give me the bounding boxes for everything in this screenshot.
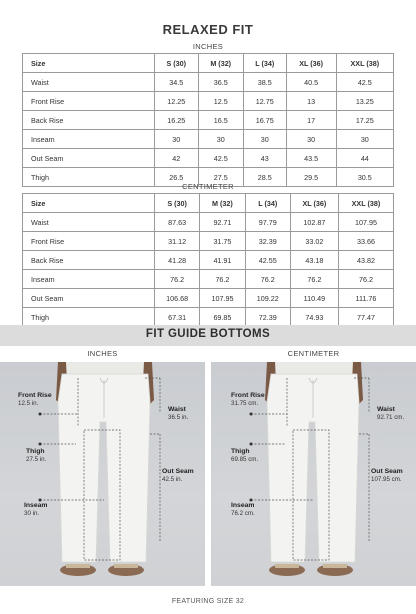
- table-row: [23, 232, 394, 251]
- measurement-value-cell: 41.91: [200, 251, 245, 270]
- guide-inches-label: INCHES: [87, 349, 118, 358]
- table-row: [23, 251, 394, 270]
- measurement-value-cell: 43.18: [290, 251, 338, 270]
- measurement-value-cell: 40.5: [286, 73, 336, 92]
- table-header-row: [23, 54, 394, 73]
- measurement-value-cell: 16.5: [198, 111, 243, 130]
- fit-guide-photo-inches: [0, 362, 205, 586]
- measurement-name-cell: Back Rise: [23, 111, 155, 130]
- measurement-value-cell: 30: [336, 130, 393, 149]
- measurement-value-cell: 74.93: [290, 308, 338, 327]
- table-header-cell: XL (36): [286, 54, 336, 73]
- thigh-label: Thigh: [26, 448, 45, 455]
- inches-label: INCHES: [192, 42, 224, 51]
- measurement-value-cell: 29.5: [286, 168, 336, 187]
- measurement-value-cell: 34.5: [155, 73, 199, 92]
- measurement-value-cell: 43.5: [286, 149, 336, 168]
- measurement-value-cell: 67.31: [155, 308, 200, 327]
- measurement-value-cell: 12.75: [243, 92, 286, 111]
- front-rise-annotation: [231, 392, 265, 407]
- measurement-name-cell: Inseam: [23, 270, 155, 289]
- out-seam-annotation: [162, 468, 194, 483]
- measurement-value-cell: 42.5: [336, 73, 393, 92]
- front-rise-label: Front Rise: [231, 392, 265, 399]
- out-seam-annotation: [371, 468, 403, 483]
- measurement-value-cell: 72.39: [245, 308, 290, 327]
- measurement-name-cell: Thigh: [23, 168, 155, 187]
- measurement-name-cell: Front Rise: [23, 232, 155, 251]
- measurement-value-cell: 87.63: [155, 213, 200, 232]
- measurement-value-cell: 16.25: [155, 111, 199, 130]
- table-header-cell: S (30): [155, 54, 199, 73]
- measurement-value-cell: 76.2: [290, 270, 338, 289]
- thigh-value: 69.85 cm.: [231, 455, 259, 463]
- inseam-value: 76.2 cm.: [231, 509, 255, 517]
- inseam-annotation: [24, 502, 47, 517]
- featuring-size-caption: FEATURING SIZE 32: [171, 598, 245, 605]
- measurement-value-cell: 16.75: [243, 111, 286, 130]
- table-header-cell: XXL (38): [336, 54, 393, 73]
- table-row: [23, 308, 394, 327]
- table-row: [23, 92, 394, 111]
- measurement-value-cell: 69.85: [200, 308, 245, 327]
- table-header-cell: Size: [23, 54, 155, 73]
- measurement-value-cell: 43.82: [338, 251, 393, 270]
- measurement-value-cell: 12.5: [198, 92, 243, 111]
- measurement-value-cell: 76.2: [200, 270, 245, 289]
- thigh-annotation: [26, 448, 46, 463]
- inches-size-table: [22, 53, 394, 187]
- out-seam-label: Out Seam: [371, 468, 403, 475]
- measurement-value-cell: 42.55: [245, 251, 290, 270]
- measurement-value-cell: 43: [243, 149, 286, 168]
- thigh-label: Thigh: [231, 448, 250, 455]
- fit-guide-photo-centimeter: [211, 362, 416, 586]
- inseam-value: 30 in.: [24, 509, 40, 517]
- out-seam-value: 107.95 cm.: [371, 475, 402, 483]
- measurement-value-cell: 76.2: [155, 270, 200, 289]
- measurement-value-cell: 12.25: [155, 92, 199, 111]
- measurement-value-cell: 30: [198, 130, 243, 149]
- thigh-annotation: [231, 448, 258, 463]
- measurement-value-cell: 42.5: [198, 149, 243, 168]
- relaxed-fit-title: RELAXED FIT: [162, 22, 254, 37]
- measurement-value-cell: 107.95: [338, 213, 393, 232]
- measurement-name-cell: Waist: [23, 73, 155, 92]
- measurement-value-cell: 36.5: [198, 73, 243, 92]
- measurement-value-cell: 28.5: [243, 168, 286, 187]
- measurement-value-cell: 17.25: [336, 111, 393, 130]
- measurement-name-cell: Thigh: [23, 308, 155, 327]
- measurement-value-cell: 33.66: [338, 232, 393, 251]
- measurement-value-cell: 38.5: [243, 73, 286, 92]
- table-row: [23, 111, 394, 130]
- inseam-label: Inseam: [231, 502, 255, 509]
- measurement-value-cell: 31.12: [155, 232, 200, 251]
- measurement-value-cell: 30: [286, 130, 336, 149]
- table-header-row: [23, 194, 394, 213]
- measurement-value-cell: 42: [155, 149, 199, 168]
- measurement-value-cell: 97.79: [245, 213, 290, 232]
- measurement-value-cell: 110.49: [290, 289, 338, 308]
- table-header-cell: M (32): [198, 54, 243, 73]
- table-header-cell: S (30): [155, 194, 200, 213]
- waist-value: 36.5 in.: [168, 413, 189, 421]
- thigh-value: 27.5 in.: [26, 455, 47, 463]
- table-header-cell: XL (36): [290, 194, 338, 213]
- measurement-value-cell: 30: [155, 130, 199, 149]
- measurement-value-cell: 30: [243, 130, 286, 149]
- measurement-value-cell: 76.2: [245, 270, 290, 289]
- measurement-value-cell: 13.25: [336, 92, 393, 111]
- table-row: [23, 213, 394, 232]
- table-header-cell: L (34): [245, 194, 290, 213]
- inseam-label: Inseam: [24, 502, 48, 509]
- table-row: [23, 270, 394, 289]
- measurement-name-cell: Out Seam: [23, 149, 155, 168]
- measurement-name-cell: Out Seam: [23, 289, 155, 308]
- measurement-value-cell: 26.5: [155, 168, 199, 187]
- measurement-value-cell: 33.02: [290, 232, 338, 251]
- measurement-value-cell: 31.75: [200, 232, 245, 251]
- measurement-value-cell: 30.5: [336, 168, 393, 187]
- measurement-value-cell: 44: [336, 149, 393, 168]
- front-rise-label: Front Rise: [18, 392, 52, 399]
- measurement-value-cell: 111.76: [338, 289, 393, 308]
- table-row: [23, 289, 394, 308]
- measurement-name-cell: Front Rise: [23, 92, 155, 111]
- measurement-value-cell: 92.71: [200, 213, 245, 232]
- waist-label: Waist: [168, 406, 186, 413]
- fit-guide-title: FIT GUIDE BOTTOMS: [145, 328, 271, 340]
- front-rise-annotation: [18, 392, 52, 407]
- measurement-value-cell: 32.39: [245, 232, 290, 251]
- table-header-cell: XXL (38): [338, 194, 393, 213]
- table-header-cell: M (32): [200, 194, 245, 213]
- measurement-value-cell: 102.87: [290, 213, 338, 232]
- measurement-value-cell: 41.28: [155, 251, 200, 270]
- measurement-value-cell: 107.95: [200, 289, 245, 308]
- centimeter-size-table: [22, 193, 394, 327]
- measurement-value-cell: 109.22: [245, 289, 290, 308]
- measurement-value-cell: 27.5: [198, 168, 243, 187]
- front-rise-value: 12.5 in.: [18, 399, 39, 407]
- waist-annotation: [168, 406, 188, 421]
- table-row: [23, 73, 394, 92]
- table-header-cell: L (34): [243, 54, 286, 73]
- table-row: [23, 149, 394, 168]
- front-rise-value: 31.75 cm.: [231, 399, 259, 407]
- measurement-name-cell: Waist: [23, 213, 155, 232]
- waist-annotation: [377, 406, 404, 421]
- measurement-value-cell: 106.68: [155, 289, 200, 308]
- measurement-value-cell: 77.47: [338, 308, 393, 327]
- waist-label: Waist: [377, 406, 395, 413]
- measurement-name-cell: Inseam: [23, 130, 155, 149]
- inseam-annotation: [231, 502, 255, 517]
- table-header-cell: Size: [23, 194, 155, 213]
- out-seam-value: 42.5 in.: [162, 475, 183, 483]
- measurement-name-cell: Back Rise: [23, 251, 155, 270]
- waist-value: 92.71 cm.: [377, 413, 405, 421]
- table-row: [23, 130, 394, 149]
- measurement-value-cell: 76.2: [338, 270, 393, 289]
- centimeter-label: CENTIMETER: [182, 182, 234, 191]
- measurement-value-cell: 17: [286, 111, 336, 130]
- guide-centimeter-label: CENTIMETER: [287, 349, 340, 358]
- measurement-value-cell: 13: [286, 92, 336, 111]
- out-seam-label: Out Seam: [162, 468, 194, 475]
